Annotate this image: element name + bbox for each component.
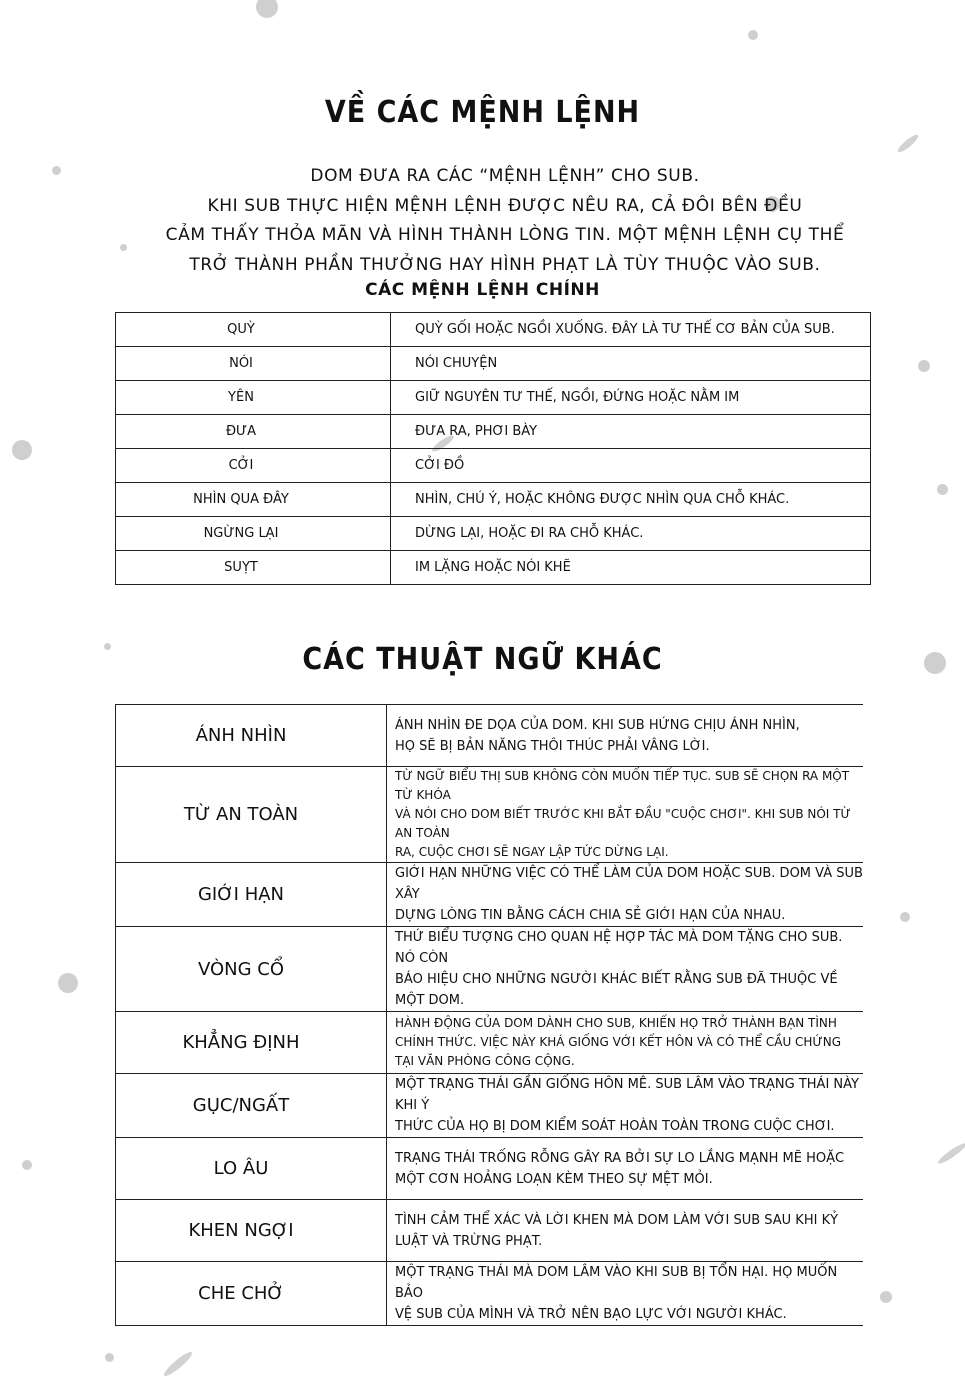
term-desc-line: ÁNH NHÌN ĐE DỌA CỦA DOM. KHI SUB HỨNG CHỊU ÁNH NHÌN,	[395, 717, 800, 733]
decor-dot	[256, 0, 278, 18]
command-term: NHÌN QUA ĐÂY	[116, 483, 391, 517]
commands-heading: CÁC MỆNH LỆNH CHÍNH	[365, 280, 600, 300]
table-row	[116, 313, 871, 347]
term-name: ÁNH NHÌN	[116, 705, 387, 767]
term-desc-line: MỘT TRẠNG THÁI GẦN GIỐNG HÔN MÊ. SUB LÂM VÀO TRẠNG THÁI NÀY KHI Ý	[395, 1077, 859, 1113]
term-name: TỪ AN TOÀN	[116, 767, 387, 863]
decor-leaf	[896, 132, 920, 154]
term-desc	[387, 1074, 864, 1138]
term-desc-line: TÌNH CẢM THỂ XÁC VÀ LỜI KHEN MÀ DOM LÀM VỚI SUB SAU KHI KỶ	[395, 1212, 839, 1228]
term-desc-line: MỘT TRẠNG THÁI MÀ DOM LÂM VÀO KHI SUB BỊ TỔN HẠI. HỌ MUỐN BẢO	[395, 1265, 838, 1301]
table-row	[116, 1138, 864, 1200]
decor-leaf	[162, 1349, 195, 1378]
decor-dot	[120, 244, 127, 251]
term-desc-line: HÀNH ĐỘNG CỦA DOM DÀNH CHO SUB, KHIẾN HỌ TRỞ THÀNH BẠN TÌNH	[395, 1016, 837, 1030]
decor-dot	[937, 484, 948, 495]
command-term: NÓI	[116, 347, 391, 381]
term-desc-line: TỪ NGỮ BIỂU THỊ SUB KHÔNG CÒN MUỐN TIẾP TỤC. SUB SẼ CHỌN RA MỘT TỪ KHÓA	[395, 769, 850, 802]
table-row	[116, 483, 871, 517]
table-row	[116, 449, 871, 483]
command-term: YÊN	[116, 381, 391, 415]
table-row	[116, 381, 871, 415]
term-desc-line: VÀ NÓI CHO DOM BIẾT TRƯỚC KHI BẮT ĐẦU "CUỘC CHƠI". KHI SUB NÓI TỪ AN TOÀN	[395, 807, 851, 840]
term-desc-line: MỘT CƠN HOẢNG LOẠN KÈM THEO SỰ MỆT MỎI.	[395, 1171, 713, 1187]
table-row	[116, 1200, 864, 1262]
command-desc: NÓI CHUYỆN	[391, 347, 871, 381]
term-desc-line: THỨ BIỂU TƯỢNG CHO QUAN HỆ HỢP TÁC MÀ DOM TẶNG CHO SUB. NÓ CÒN	[395, 930, 843, 966]
command-term: ĐƯA	[116, 415, 391, 449]
page-title: VỀ CÁC MỆNH LỆNH	[324, 95, 641, 130]
intro-line: KHI SUB THỰC HIỆN MỆNH LỆNH ĐƯỢC NÊU RA, CẢ ĐÔI BÊN ĐỀU	[207, 195, 803, 216]
term-desc	[387, 927, 864, 1012]
term-desc-line: TRẠNG THÁI TRỐNG RỖNG GÂY RA BỞI SỰ LO LẮNG MẠNH MẼ HOẶC	[395, 1150, 845, 1166]
command-term: NGỪNG LẠI	[116, 517, 391, 551]
decor-dot	[918, 360, 930, 372]
table-row	[116, 1262, 864, 1326]
term-desc-line: GIỚI HẠN NHỮNG VIỆC CÓ THỂ LÀM CỦA DOM HOẶC SUB. DOM VÀ SUB XÂY	[395, 866, 863, 902]
command-term: QUỲ	[116, 313, 391, 347]
decor-dot	[748, 30, 758, 40]
term-desc-line: HỌ SẼ BỊ BẢN NĂNG THÔI THÚC PHẢI VÂNG LỜI.	[395, 738, 710, 754]
table-row	[116, 767, 864, 863]
decor-dot	[12, 440, 32, 460]
term-desc	[387, 1012, 864, 1074]
table-row	[116, 415, 871, 449]
term-desc	[387, 1138, 864, 1200]
intro-line: TRỞ THÀNH PHẦN THƯỞNG HAY HÌNH PHẠT LÀ TÙY THUỘC VÀO SUB.	[189, 254, 821, 275]
decor-dot	[880, 1291, 892, 1303]
command-desc: DỪNG LẠI, HOẶC ĐI RA CHỖ KHÁC.	[391, 517, 871, 551]
decor-leaf	[936, 1141, 965, 1166]
commands-table	[115, 312, 871, 585]
term-desc-line: CHÍNH THỨC. VIỆC NÀY KHÁ GIỐNG VỚI KẾT HÔN VÀ CÓ THỂ CẦU CHỨNG	[395, 1035, 842, 1049]
command-term: SUỴT	[116, 551, 391, 585]
term-desc-line: TẠI VĂN PHÒNG CÔNG CỘNG.	[395, 1054, 575, 1068]
term-desc	[387, 1200, 864, 1262]
term-name: VÒNG CỔ	[116, 927, 387, 1012]
term-desc	[387, 1262, 864, 1326]
term-desc	[387, 705, 864, 767]
term-name: GIỚI HẠN	[116, 863, 387, 927]
table-row	[116, 1074, 864, 1138]
decor-dot	[58, 973, 78, 993]
command-desc: NHÌN, CHÚ Ý, HOẶC KHÔNG ĐƯỢC NHÌN QUA CHỖ KHÁC.	[391, 483, 871, 517]
term-desc-line: LUẬT VÀ TRỪNG PHẠT.	[395, 1233, 543, 1249]
command-desc: QUỲ GỐI HOẶC NGỒI XUỐNG. ĐÂY LÀ TƯ THẾ CƠ BẢN CỦA SUB.	[391, 313, 871, 347]
term-desc-line: RA, CUỘC CHƠI SẼ NGAY LẬP TỨC DỪNG LẠI.	[395, 845, 669, 859]
decor-dot	[900, 912, 910, 922]
term-name: CHE CHỞ	[116, 1262, 387, 1326]
command-desc: CỞI ĐỒ	[391, 449, 871, 483]
intro-line: DOM ĐƯA RA CÁC “MỆNH LỆNH” CHO SUB.	[310, 166, 700, 186]
intro-text	[150, 162, 860, 280]
term-name: KHEN NGỢI	[116, 1200, 387, 1262]
term-name: LO ÂU	[116, 1138, 387, 1200]
command-term: CỞI	[116, 449, 391, 483]
table-row	[116, 347, 871, 381]
table-row	[116, 1012, 864, 1074]
table-row	[116, 517, 871, 551]
decor-dot	[22, 1160, 32, 1170]
term-name: KHẲNG ĐỊNH	[116, 1012, 387, 1074]
terms-table	[115, 704, 863, 1326]
term-desc-line: DỰNG LÒNG TIN BẰNG CÁCH CHIA SẺ GIỚI HẠN CỦA NHAU.	[395, 908, 786, 923]
command-desc: IM LẶNG HOẶC NÓI KHẼ	[391, 551, 871, 585]
decor-dot	[52, 166, 61, 175]
table-row	[116, 551, 871, 585]
command-desc: ĐƯA RA, PHƠI BÀY	[391, 415, 871, 449]
intro-line: CẢM THẤY THỎA MÃN VÀ HÌNH THÀNH LÒNG TIN. MỘT MỆNH LỆNH CỤ THỂ	[165, 225, 845, 245]
term-desc	[387, 767, 864, 863]
term-desc	[387, 863, 864, 927]
table-row	[116, 705, 864, 767]
table-row	[116, 927, 864, 1012]
terms-heading: CÁC THUẬT NGỮ KHÁC	[302, 642, 663, 677]
term-name: GỤC/NGẤT	[116, 1074, 387, 1138]
decor-dot	[105, 1353, 114, 1362]
command-desc: GIỮ NGUYÊN TƯ THẾ, NGỒI, ĐỨNG HOẶC NẰM IM	[391, 381, 871, 415]
term-desc-line: VỆ SUB CỦA MÌNH VÀ TRỞ NÊN BẠO LỰC VỚI NGƯỜI KHÁC.	[395, 1307, 787, 1322]
term-desc-line: THỨC CỦA HỌ BỊ DOM KIỂM SOÁT HOÀN TOÀN TRONG CUỘC CHƠI.	[395, 1119, 835, 1134]
term-desc-line: BÁO HIỆU CHO NHỮNG NGƯỜI KHÁC BIẾT RẰNG SUB ĐÃ THUỘC VỀ MỘT DOM.	[395, 972, 838, 1008]
table-row	[116, 863, 864, 927]
